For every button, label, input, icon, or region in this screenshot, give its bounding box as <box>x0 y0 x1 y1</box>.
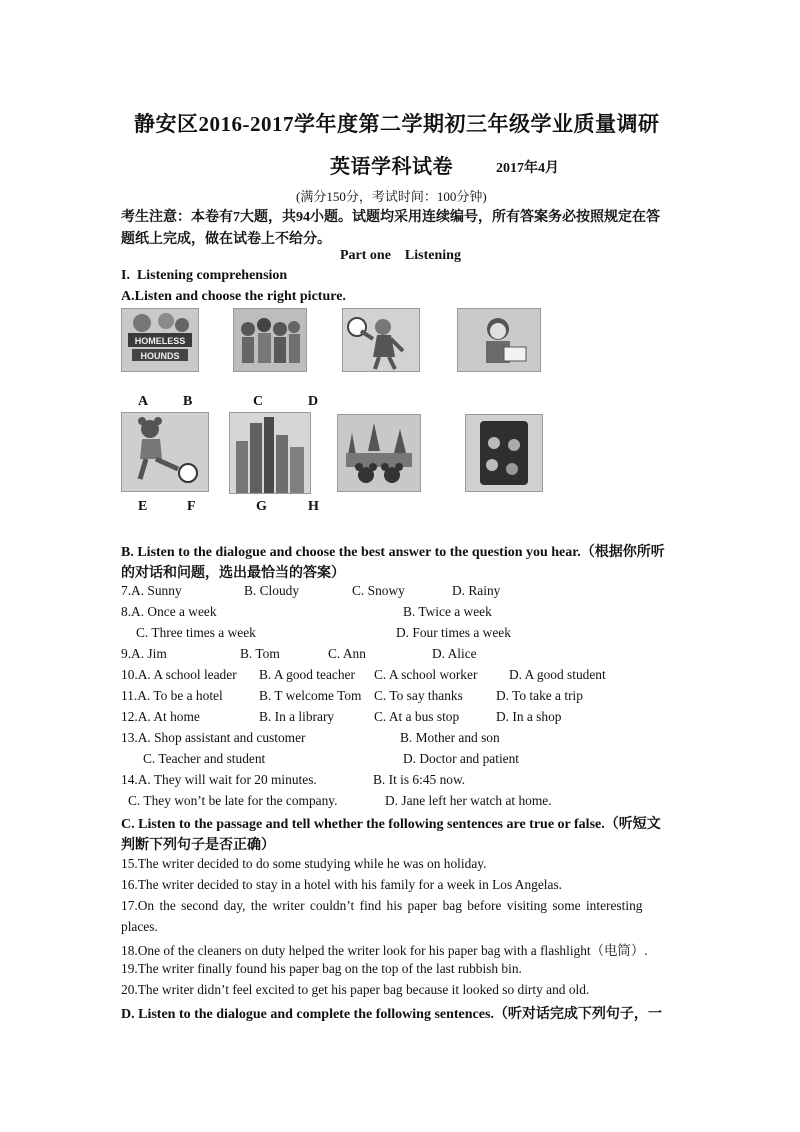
q13-option-a: 13.A. Shop assistant and customer <box>121 730 306 745</box>
picture-1 <box>121 308 199 372</box>
section-b-heading-1: B. Listen to the dialogue and choose the best answer to the question you hear.（根据你所听 <box>121 545 665 560</box>
statement-18: 18.One of the cleaners on duty helped the writer look for his paper bag with a flashlight（电筒）. <box>121 943 648 958</box>
notice-line-1: 考生注意：本卷有7大题，共94小题。试题均采用连续编号，所有答案务必按照规定在答 <box>121 210 660 225</box>
q12-option-a: 12.A. At home <box>121 709 200 724</box>
girl-reading-icon <box>458 309 540 371</box>
q14-option-b: B. It is 6:45 now. <box>373 772 466 787</box>
q10-option-b: B. A good teacher <box>259 667 355 682</box>
girl-kicking-ball-icon <box>122 413 208 491</box>
disney-castle-mickey-icon <box>338 415 420 491</box>
q9-option-a: 9.A. Jim <box>121 646 167 661</box>
picture-4 <box>457 308 541 372</box>
q10-option-c: C. A school worker <box>374 667 478 682</box>
q11-option-d: D. To take a trip <box>496 688 583 703</box>
ornamental-box-icon <box>466 415 542 491</box>
section-c-heading-2: 判断下列句子是否正确） <box>121 838 275 853</box>
q11-option-a: 11.A. To be a hotel <box>121 688 223 703</box>
q8-option-c: C. Three times a week <box>136 625 256 640</box>
q8-option-a: 8.A. Once a week <box>121 604 217 619</box>
label-e: E <box>138 499 148 514</box>
q7-option-b: B. Cloudy <box>244 583 300 598</box>
statement-19: 19.The writer finally found his paper bag on the top of the last rubbish bin. <box>121 961 522 976</box>
exam-date: 2017年4月 <box>496 161 559 176</box>
q9-option-d: D. Alice <box>432 646 477 661</box>
volleyball-player-icon <box>343 309 419 371</box>
q12-option-b: B. In a library <box>259 709 335 724</box>
statement-20: 20.The writer didn’t feel excited to get his paper bag because it looked so dirty and old. <box>121 982 590 997</box>
q8-option-d: D. Four times a week <box>396 625 511 640</box>
q7-option-a: 7.A. Sunny <box>121 583 182 598</box>
picture-7 <box>337 414 421 492</box>
svg-text:HOMELESS: HOMELESS <box>134 336 186 346</box>
q13-option-b: B. Mother and son <box>400 730 500 745</box>
section-c-heading-1: C. Listen to the passage and tell whether the following sentences are true or false.（听短文 <box>121 817 661 832</box>
q10-option-d: D. A good student <box>509 667 606 682</box>
label-b: B <box>183 394 193 409</box>
label-a: A <box>138 394 149 409</box>
section-1-heading: I. Listening comprehension <box>121 268 288 283</box>
part-one-heading: Part one Listening <box>340 248 461 263</box>
label-h: H <box>308 499 319 514</box>
q14-option-a: 14.A. They will wait for 20 minutes. <box>121 772 317 787</box>
city-skyscrapers-icon <box>230 413 310 493</box>
notice-line-2: 题纸上完成，做在试卷上不给分。 <box>121 232 331 247</box>
svg-text:HOUNDS: HOUNDS <box>140 351 180 361</box>
q9-option-c: C. Ann <box>328 646 366 661</box>
exam-title: 静安区2016-2017学年度第二学期初三年级学业质量调研 <box>134 112 660 136</box>
q11-option-c: C. To say thanks <box>374 688 463 703</box>
q9-option-b: B. Tom <box>240 646 280 661</box>
q14-option-d: D. Jane left her watch at home. <box>385 793 552 808</box>
q8-option-b: B. Twice a week <box>403 604 492 619</box>
homeless-hounds-poster-icon <box>122 309 198 371</box>
statement-17-cont: places. <box>121 919 158 934</box>
section-b-heading-2: 的对话和问题，选出最恰当的答案） <box>121 566 345 581</box>
picture-3 <box>342 308 420 372</box>
label-g: G <box>256 499 267 514</box>
q13-option-c: C. Teacher and student <box>143 751 266 766</box>
q12-option-d: D. In a shop <box>496 709 562 724</box>
picture-2 <box>233 308 307 372</box>
section-a-heading: A.Listen and choose the right picture. <box>121 289 346 304</box>
people-group-icon <box>234 309 306 371</box>
label-f: F <box>187 499 196 514</box>
picture-5 <box>121 412 209 492</box>
exam-subtitle: 英语学科试卷 <box>330 156 453 178</box>
q7-option-c: C. Snowy <box>352 583 405 598</box>
label-d: D <box>308 394 319 409</box>
section-d-heading: D. Listen to the dialogue and complete the following sentences.（听对话完成下列句子，一 <box>121 1007 662 1022</box>
q13-option-d: D. Doctor and patient <box>403 751 520 766</box>
q14-option-c: C. They won’t be late for the company. <box>128 793 338 808</box>
q11-option-b: B. T welcome Tom <box>259 688 362 703</box>
q10-option-a: 10.A. A school leader <box>121 667 237 682</box>
picture-8 <box>465 414 543 492</box>
label-c: C <box>253 394 264 409</box>
picture-6 <box>229 412 311 494</box>
q7-option-d: D. Rainy <box>452 583 501 598</box>
q12-option-c: C. At a bus stop <box>374 709 460 724</box>
statement-15: 15.The writer decided to do some studying while he was on holiday. <box>121 856 487 871</box>
statement-16: 16.The writer decided to stay in a hotel with his family for a week in Los Angelas. <box>121 877 563 892</box>
score-time: (满分150分，考试时间：100分钟) <box>296 189 487 204</box>
statement-17: 17.On the second day, the writer couldn’t find his paper bag before visiting some interesting <box>121 898 643 913</box>
